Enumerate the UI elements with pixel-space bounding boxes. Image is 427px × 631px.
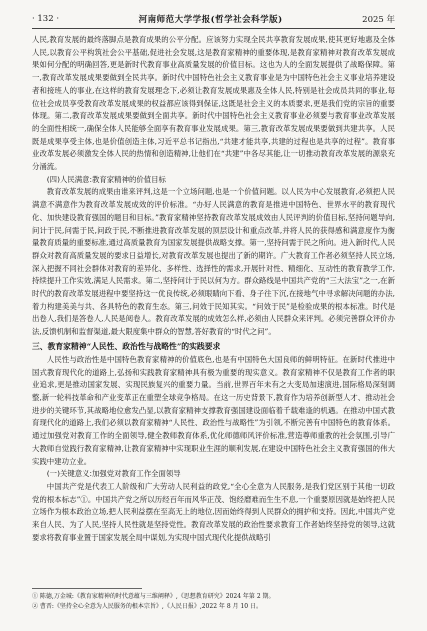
publication-year: 2025 年 [362, 15, 395, 25]
paragraph: 人民,教育发展的最终落脚点是教育成果的公平分配。应该努力实现全民共享教育发展成果,使其更好地惠及全体人民,以教育公平构筑社会公平基础,促进社会发展,这是教育家精神的重要体现,是教育家精神对教育改革发展成果如何分配的明确回答,更是新时代教育事业高质量发展的价值目标。这也为人的全面发展提供了战略保障。第一,教育改革发展成果要做到全民共享。新时代中国特色社会主义教育事业是为中国特色社会主义事业培养建设者和接班人的事业,在这样的教育发展理念下,必须让教育发展成果惠及全体人民,特别是社会成员共同的事业,每位社会成员享受教育改革发展成果的权益都应该得到保证,这既是社会主义的本质要求,更是我们党的宗旨的重要体现。第二,教育改革发展成果要做到全面共享。新时代中国特色社会主义教育事业必须要与教育事业改革发展的全面性相统一,确保全体人民能够全面享有教育事业发展成果。第三,教育改革发展成果要做到共建共享。人民既是成果享受主体,也是价值创造主体,习近平总书记指出,“共建才能共享,共建的过程也是共享的过程”。教育事业改革发展必须激发全体人民的热情和创造精神,让他们在“共建”中各尽其能,让一切推动教育改革发展的源泉充分涌流。 [32, 35, 395, 172]
paragraph: 中国共产党是代表工人阶级和广大劳动人民利益的政党,“全心全意为人民服务,是我们党区别于其他一切政党的根本标志”①。中国共产党之所以历经百年而风华正茂、饱经磨难而生生不息,一个重要原因就是始终把人民立场作为根本政治立场,把人民利益摆在至高无上的地位,因而始终得到人民群众的拥护和支持。因此,中国共产党来自人民、为了人民,坚持人民性就是坚持党性。教育改革发展的政治性要求教育工作者始终坚持党的领导,这就要求将教育事业置于国家发展全局中谋划,为实现中国式现代化提供战略引 [32, 481, 395, 542]
subsection-heading-1: (一)关键意义:加强党对教育工作全面领导 [46, 469, 181, 479]
paragraph: 教育改革发展的成果由谁来评判,这是一个立场问题,也是一个价值问题。以人民为中心发展教育,必须把人民满意不满意作为教育改革发展成效的评价标准。“办好人民满意的教育是推进中国特色、世界水平的教育现代化、加快建设教育强国的题目和目标。”教育家精神坚持教育改革发展成效由人民评判的价值目标,坚持问题导向,问计于民,问需于民,问政于民,不断推进教育改革发展的顶层设计和重点改革,并将人民的获得感和满意度作为衡量教育质量的重要标准,通过高质量教育为国家发展提供战略支撑。第一,坚持问需于民之所向。进入新时代,人民群众对教育高质量发展的要求日益增长,对教育改革发展也提出了新的期许。广大教育工作者必须坚持人民立场,深入把握不同社会群体对教育的差异化、多样性、选择性的需求,开展针对性、精细化、互动性的教育教学工作,持续提升工作实效,满足人民需求。第二,坚持问计于民以何为方。群众路线是中国共产党的“三大法宝”之一,在新时代的教育改革发展进程中要坚持这一优良传统,必须眼睛向下看、身子往下沉,在接地气中寻求解决问题的办法,着力构建美美与共、各具特色的教育生态。第三,问效于民知其实。“问效于民”是检验成果的根本标准。时代是出卷人,我们是答卷人,人民是阅卷人。教育改革发展的成效怎么样,必须由人民群众来评判。必须完善群众评价办法,反馈机制和监督渠道,最大限度集中群众的智慧,答好教育的“时代之问”。 [32, 187, 395, 337]
footnote: ① 陈德,万金城:《教育家精神的时代意蕴与三维阐释》,《思想教育研究》2024 年第 2 期。 [32, 593, 275, 600]
journal-title: 河南师范大学学报(哲学社会科学版) [138, 15, 283, 25]
running-header [32, 12, 395, 29]
page-number: · 132 · [32, 14, 60, 24]
article-body [32, 34, 395, 544]
footnote: ② 曹晋:《坚持全心全意为人民服务的根本宗旨》,《人民日报》,2022 年 8 月 10 日。 [32, 603, 263, 610]
section-heading-3: 三、教育家精神“人民性、政治性与战略性”的实践要求 [32, 341, 221, 351]
section-heading-4: (四)人民满意:教育家精神的价值目标 [46, 174, 166, 184]
footnotes [32, 588, 275, 612]
paragraph: 人民性与政治性是中国特色教育家精神的价值底色,也是有中国特色大国良师的鲜明特征。在新时代推进中国式教育现代化的道路上,弘扬和实践教育家精神具有极为重要的现实意义。教育家精神不仅是教育工作者的职业追求,更是推动国家发展、实现民族复兴的重要力量。当前,世界百年未有之大变局加速演进,国际格局深刻调整,新一轮科技革命和产业变革正在重塑全球竞争格局。在这一历史背景下,教育作为培养创新型人才、推动社会进步的关键环节,其战略地位愈发凸显,以教育家精神支撑教育强国建设面临着千载难逢的机遇。在推动中国式教育现代化的道路上,我们必须以教育家精神“人民性、政治性与战略性”为引领,不断完善有中国特色的教育体系。通过加强党对教育工作的全面领导,健全教师教育体系,优化师德师风评价标准,营造尊师重教的社会氛围,引导广大教师自觉践行教育家精神,让教育家精神中实现职业生涯的顺利发展,在建设中国特色社会主义教育强国的伟大实践中建功立业。 [32, 354, 395, 466]
